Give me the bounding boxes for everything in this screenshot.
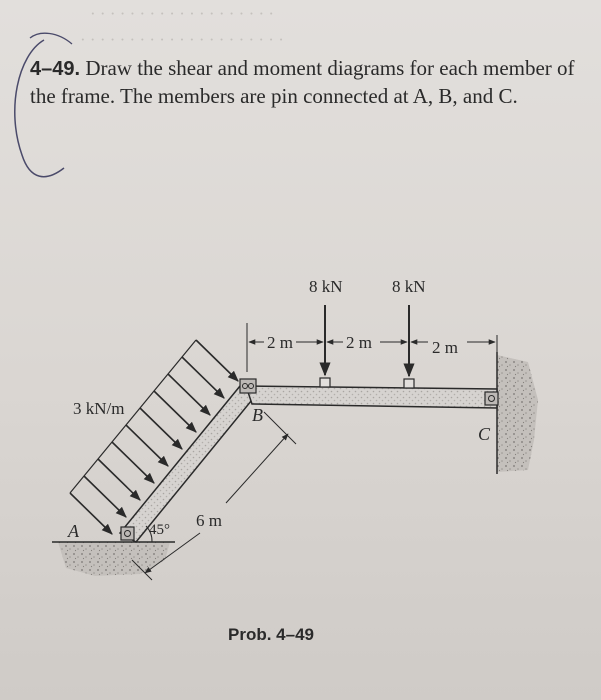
point-label-b: B [252,405,263,425]
distributed-load-arrow [140,408,182,449]
inclined-dimension-tick-top [264,412,296,444]
distributed-load-arrow [182,357,224,398]
load-plate-1 [320,378,330,387]
distributed-load-arrow [84,476,126,517]
distributed-load-arrow [112,442,154,483]
angle-label: 45° [149,522,170,538]
inclined-length-label: 6 m [196,511,222,530]
point-label-c: C [478,424,491,444]
bleed-through-text: · · · · · · · · · · · · · · · · · · · · · [80,30,284,49]
pin-c [485,392,498,405]
point-load-label-1: 8 kN [309,277,343,296]
distributed-load-arrow [126,425,168,466]
problem-number: 4–49. [30,58,81,80]
ground-support-a [58,542,170,576]
distributed-load-arrow [154,391,196,432]
distributed-load-arrow [98,459,140,500]
span-label-3: 2 m [432,338,458,357]
load-plate-2 [404,379,414,388]
bleed-through-text: · · · · · · · · · · · · · · · · · · · [90,4,275,23]
span-label-2: 2 m [346,333,372,352]
distributed-load-arrow [196,340,238,381]
pen-circle-mark [30,33,72,44]
horizontal-member-bc [246,386,497,408]
distributed-load-arrow [168,374,210,415]
point-label-a: A [68,521,79,541]
wall-support-c [497,355,538,472]
figure-caption: Prob. 4–49 [228,625,314,644]
problem-text: Draw the shear and moment diagrams for each member of the frame. The members are pin connected at A, B, and C. [30,56,575,108]
span-label-1: 2 m [267,333,293,352]
inclined-dimension-line-upper [226,434,288,503]
point-load-label-2: 8 kN [392,277,426,296]
pin-a [121,527,134,540]
pen-circle-mark [15,40,64,177]
distributed-load-label: 3 kN/m [73,399,125,418]
